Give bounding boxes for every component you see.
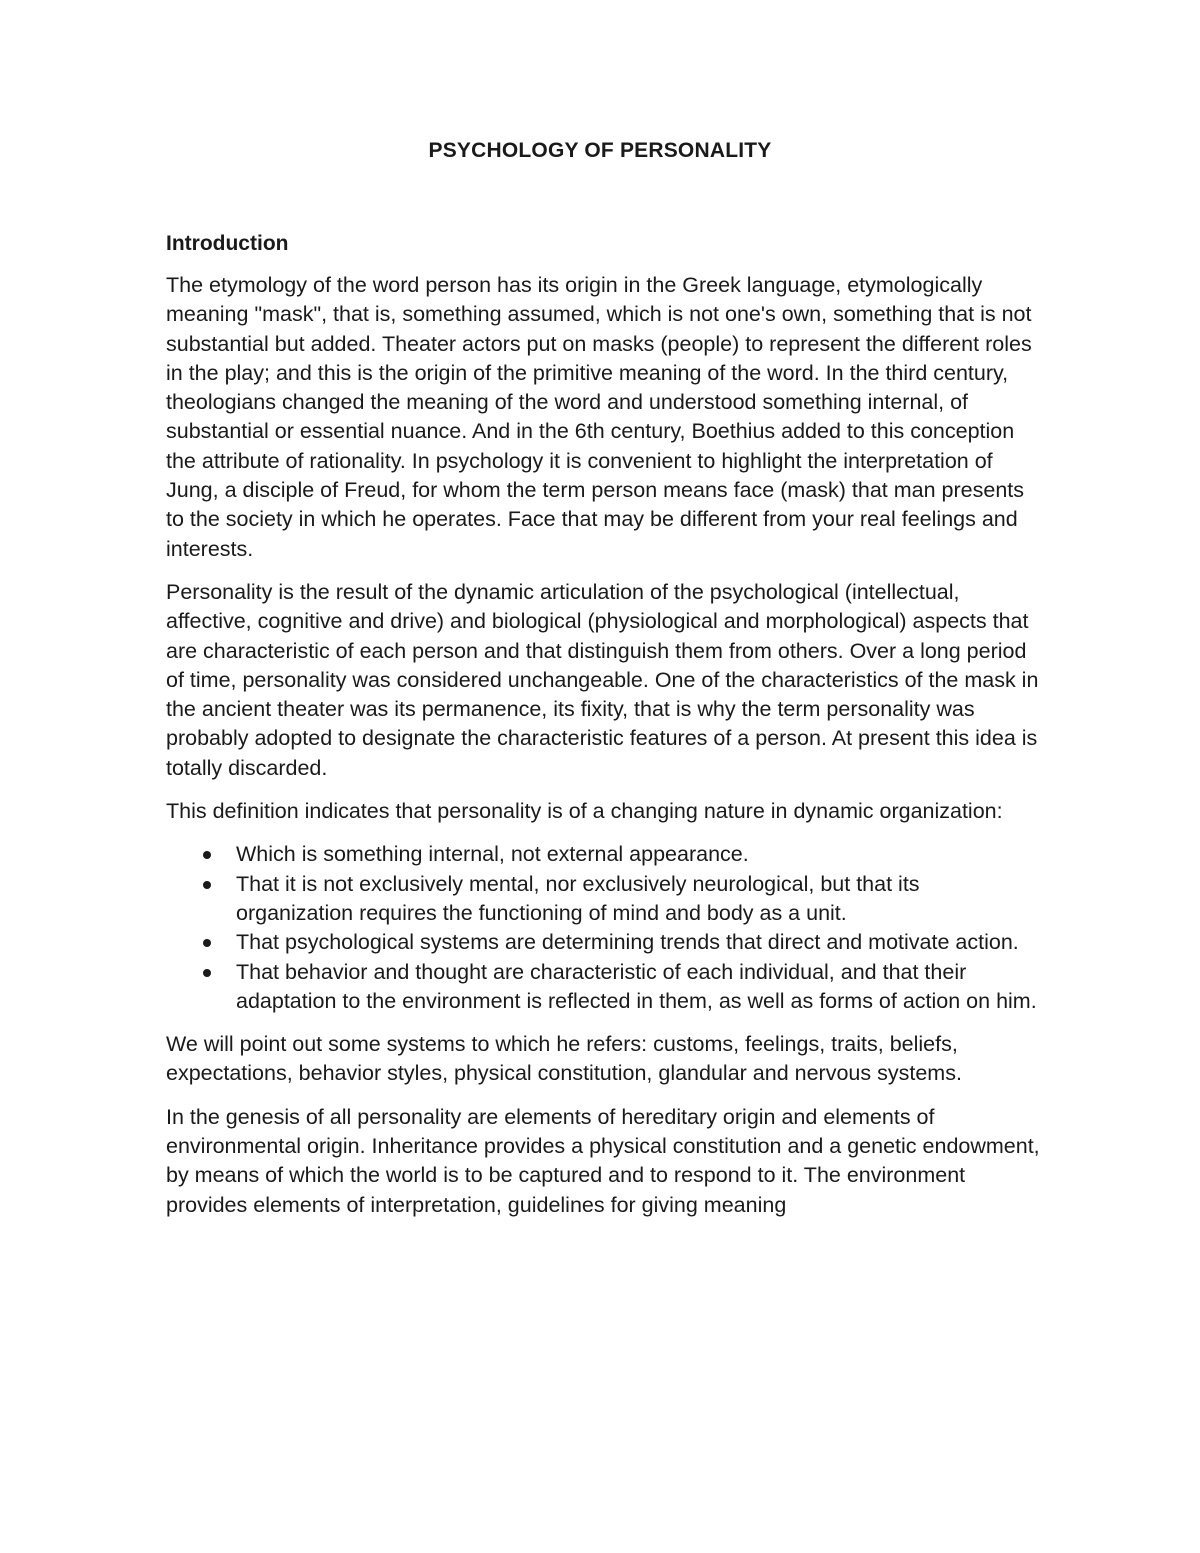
section-heading-introduction: Introduction	[166, 232, 289, 255]
bullet-text: That psychological systems are determining trends that direct and motivate action.	[236, 930, 1019, 955]
bullet-dot-icon	[203, 969, 211, 977]
paragraph-genesis: In the genesis of all personality are elements of hereditary origin and elements of environmental origin. Inheritance provides a physical constitution and a genetic endowment, by means of which the world is to be captured and to respond to it. The environment provides elements of interpretation, guidelines for giving meaning	[166, 1104, 1040, 1217]
document-body	[166, 229, 1041, 1234]
document-title: PSYCHOLOGY OF PERSONALITY	[428, 139, 772, 162]
bullet-dot-icon	[203, 881, 211, 889]
bullet-item	[166, 870, 1041, 929]
bullet-text: That it is not exclusively mental, nor exclusively neurological, but that its organization requires the functioning of mind and body as a unit.	[236, 871, 920, 925]
bullet-item	[166, 958, 1041, 1017]
paragraph-changing-nature: This definition indicates that personality is of a changing nature in dynamic organization:	[166, 799, 1003, 824]
bullet-item	[166, 928, 1041, 957]
paragraph-systems: We will point out some systems to which he refers: customs, feelings, traits, beliefs, expectations, behavior styles, physical constitution, glandular and nervous systems.	[166, 1032, 962, 1086]
bullet-list	[166, 840, 1041, 1016]
bullet-dot-icon	[203, 939, 211, 947]
paragraph-etymology: The etymology of the word person has its origin in the Greek language, etymologically meaning "mask", that is, something assumed, which is not one's own, something that is not substantial but added. Theater actors put on masks (people) to represent the different roles in the play; and this is the origin of the primitive meaning of the word. In the third century, theologians changed the meaning of the word and understood something internal, of substantial or essential nuance. And in the 6th century, Boethius added to this conception the attribute of rationality. In psychology it is convenient to highlight the interpretation of Jung, a disciple of Freud, for whom the term person means face (mask) that man presents to the society in which he operates. Face that may be different from your real feelings and interests.	[166, 273, 1032, 561]
bullet-item	[166, 840, 1041, 869]
paragraph-personality-definition: Personality is the result of the dynamic articulation of the psychological (intellectual, affective, cognitive and drive) and biological (physiological and morphological) aspects that are characteristic of each person and that distinguish them from others. Over a long period of time, personality was considered unchangeable. One of the characteristics of the mask in the ancient theater was its permanence, its fixity, that is why the term personality was probably adopted to designate the characteristic features of a person. At present this idea is totally discarded.	[166, 579, 1039, 780]
bullet-dot-icon	[203, 851, 211, 859]
bullet-text: Which is something internal, not external appearance.	[236, 842, 749, 867]
bullet-text: That behavior and thought are characteristic of each individual, and that their adaptation to the environment is reflected in them, as well as forms of action on him.	[236, 959, 1037, 1013]
